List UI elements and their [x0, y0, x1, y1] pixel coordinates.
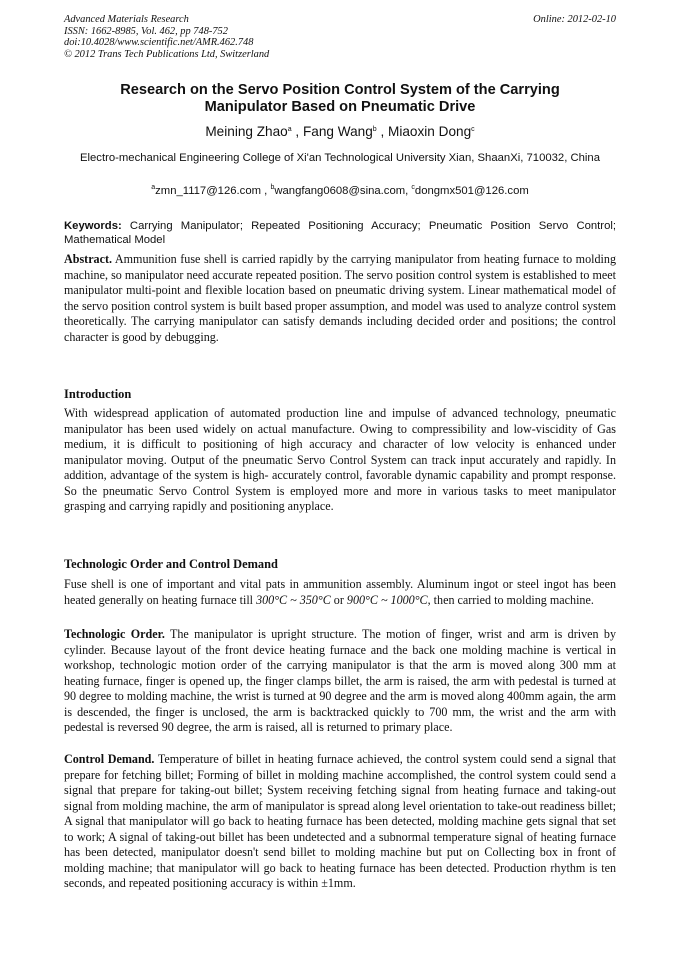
- author-list: [64, 123, 616, 141]
- demand-paragraph: [64, 752, 616, 892]
- abstract: [64, 252, 616, 345]
- temp-range-1: 300°C ~ 350°C: [256, 592, 331, 607]
- order-text: The manipulator is upright structure. The motion of finger, wrist and arm is driven by cylinder. Because layout of the front device heating furnace and the back one molding machine is vertical in workshop, technologic motion order of the carrying manipulator is that the arm is moved along 300 mm at heating furnace, finger is opened up, the finger clamps billet, the arm is raised, the arm with pedestal is turned at 90 degree to molding machine, the wrist is turned at 90 degree and the arm is moved along 400mm again, the arm is descended, the finger is unclosed, the arm is backtracked quickly to 700 mm, the wrist and the arm with pedestal is reversed 90 degree, the arm is raised, all is returned to primary place.: [64, 627, 616, 734]
- email-address: dongmx501@126.com: [414, 185, 529, 197]
- keywords-text: Carrying Manipulator; Repeated Positioning Accuracy; Pneumatic Position Servo Control; Mathematical Model: [64, 220, 616, 246]
- paper-title: [64, 82, 616, 116]
- keywords: [64, 220, 616, 247]
- journal-issn: ISSN: 1662-8985, Vol. 462, pp 748-752: [64, 25, 228, 37]
- author-name: Miaoxin Dong: [388, 124, 472, 139]
- journal-name: Advanced Materials Research: [64, 14, 189, 25]
- author-separator: ,: [291, 124, 303, 139]
- email-sup: c: [411, 184, 415, 191]
- abstract-label: Abstract.: [64, 252, 113, 266]
- affiliation: Electro-mechanical Engineering College of Xi'an Technological University Xian, ShaanXi, 710032, China: [79, 152, 601, 164]
- order-label: Technologic Order.: [64, 627, 165, 641]
- journal-copyright: © 2012 Trans Tech Publications Ltd, Switzerland: [64, 48, 270, 60]
- demand-label: Control Demand.: [64, 752, 155, 766]
- author-name: Fang Wang: [302, 124, 373, 139]
- journal-doi: doi:10.4028/www.scientific.net/AMR.462.748: [64, 37, 254, 49]
- demand-text: Temperature of billet in heating furnace achieved, the control system could send a signal that prepare for fetching billet; Forming of billet in molding machine accomplished, the control system could send a signal that prepare for taking-out billet; System receiving fetching signal from heating furnace and taking-out signal from molding machine, the arm of manipulator is spread along level orientation to take-out readiness billet; A signal that manipulator will go back to heating furnace has been detected, molding machine gets signal that set to work; A signal of taking-out billet has been undetected and a subnormal temperature signal of heating furnace has been detected, manipulator doesn't send billet to molding machine but put on Collecting box in front of molding machine; that manipulator will go back to heating furnace has been detected. Production rhythm is ten seconds, and repeated positioning accuracy is within ±1mm.: [64, 752, 617, 890]
- fuse-text-start: Fuse shell is one of important and vital pats in ammunition assembly. Aluminum ingot or steel ingot has been heated generally on heating furnace till: [64, 577, 616, 607]
- email-address: zmn_1117@126.com: [155, 185, 262, 197]
- tech-heading: Technologic Order and Control Demand: [64, 557, 278, 571]
- order-paragraph: [64, 627, 616, 736]
- abstract-text: Ammunition fuse shell is carried rapidly by the carrying manipulator from heating furnace to molding machine, so manipulator need accurate repeated position. The servo position control system is established to meet manipulator multi-point and flexible location based on pneumatic driving system. Linear mathematical model of the servo position control system is built based proper assumption, and model was used to analyze control system theoretically. The carrying manipulator can satisfy demands including decided order and positions; the control character is good by debugging.: [64, 252, 616, 344]
- email-separator: ,: [261, 185, 271, 197]
- fuse-paragraph: [64, 577, 616, 608]
- email-sup: a: [151, 184, 156, 191]
- author-name: Meining Zhao: [205, 124, 288, 139]
- title-line-1: Research on the Servo Position Control System of the Carrying: [120, 82, 560, 98]
- fuse-text-or: or: [330, 592, 347, 607]
- online-date: Online: 2012-02-10: [533, 14, 616, 25]
- title-line-2: Manipulator Based on Pneumatic Drive: [204, 99, 476, 115]
- keywords-label: Keywords:: [64, 220, 122, 232]
- author-sup: a: [287, 126, 292, 133]
- email-sup: b: [270, 184, 275, 191]
- email-address: wangfang0608@sina.com: [274, 185, 406, 197]
- intro-paragraph: With widespread application of automated production line and impulse of advanced technology, pneumatic manipulator has been used widely on actual manufacture. Owing to compressibility and low-viscidity of Gas medium, it is difficult to positioning of high accuracy and character of low velocity is enhanced under manipulator moving. Output of the pneumatic Servo Control System can track input accurately and rapidly. In addition, advantage of the system is high- accurately control, favorable dynamic capability and prompt response. So the pneumatic Servo Control System is employed more and more in various tasks to meet manipulator grasping and carrying rapidly and positioning anyplace.: [64, 406, 616, 513]
- author-sup: b: [372, 126, 377, 133]
- email-list: $^a$zmn_1117@126.com , $^b$wangfang0608@sina.com, $^c$dongmx501@126.com: [151, 184, 529, 197]
- journal-header: [64, 14, 616, 60]
- fuse-text-end: , then carried to molding machine.: [427, 592, 594, 607]
- author-separator: ,: [376, 124, 389, 139]
- temp-range-2: 900°C ~ 1000°C: [346, 592, 428, 607]
- author-sup: c: [471, 126, 475, 133]
- intro-heading: Introduction: [64, 387, 132, 401]
